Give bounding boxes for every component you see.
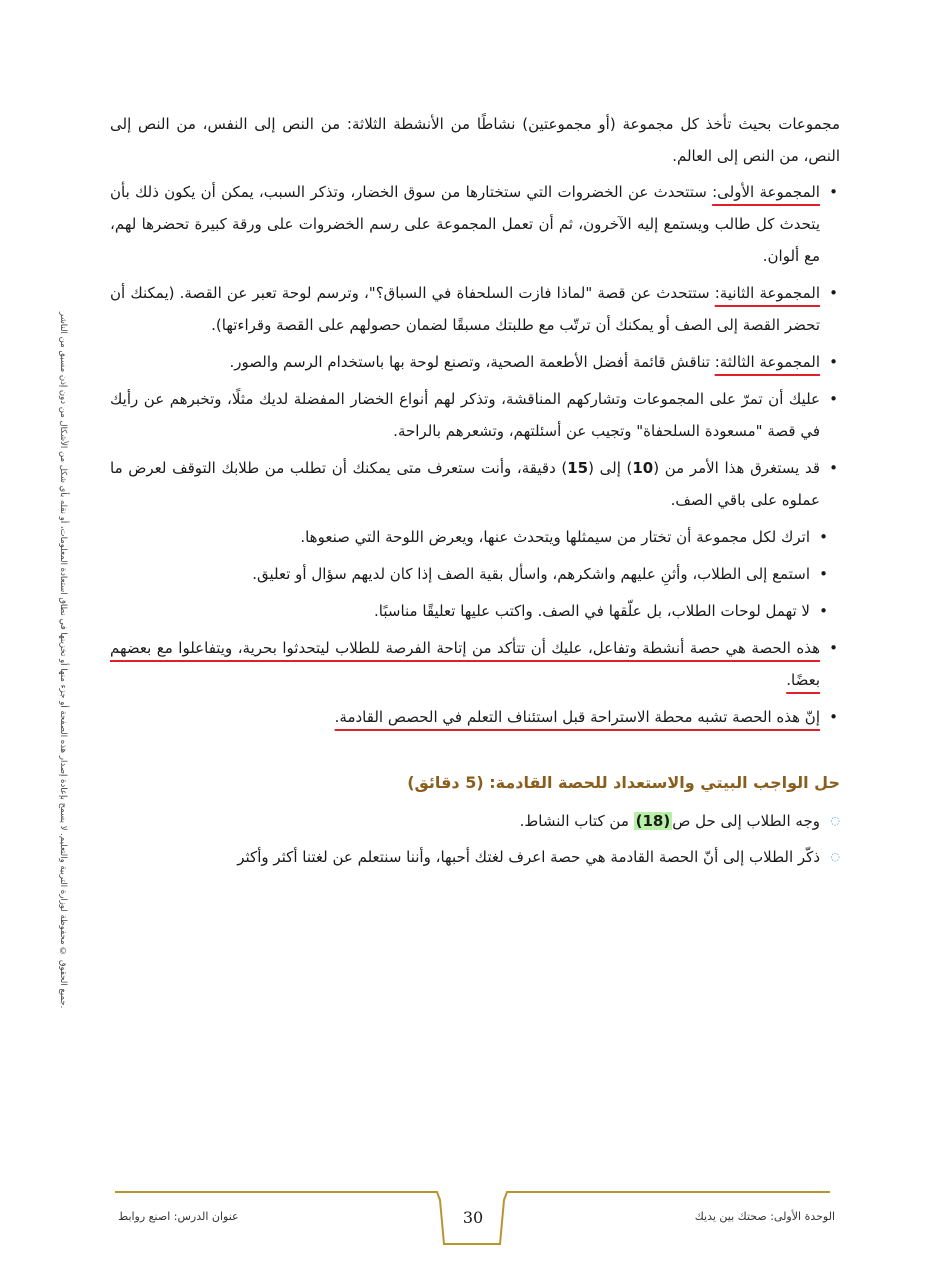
time-text-c: ) دقيقة، وأنت ستعرف متى يمكنك أن تطلب من طلابك التوقف لعرض ما عملوه على باقي الصف.: [110, 459, 820, 509]
rest-item: [110, 701, 840, 733]
footer-unit: الوحدة الأولى: صحتك بين يديك: [694, 1210, 835, 1223]
time-text-b: ) إلى (: [588, 459, 633, 477]
group-2-text: ستتحدث عن قصة "لماذا فازت السلحفاة في السباق؟"، وترسم لوحة تعبر عن القصة. (يمكنك أن تحضر القصة إلى الصف أو يمكنك أن ترتّب مع طلبتك مسبقًا لضمان حصولهم على القصة وقراءتها).: [110, 284, 820, 334]
interaction-item: [110, 632, 840, 696]
homework-page-highlight: (18): [635, 812, 671, 830]
intro-paragraph: مجموعات بحيث تأخذ كل مجموعة (أو مجموعتين) نشاطًا من الأنشطة الثلاثة: من النص إلى النفس، من النص إلى النص، من النص إلى العالم.: [110, 115, 840, 165]
time-text-a: قد يستغرق هذا الأمر من (: [653, 459, 820, 477]
discussion-item: • عليك أن تمرّ على المجموعات وتشاركهم المناقشة، وتذكر لهم أنواع الخضار المفضلة لديك مثلًا، وتخبرهم عن رأيك في قصة "مسعودة السلحفاة" وتجيب عن أسئلتهم، وتشعرهم بالراحة.: [110, 383, 840, 447]
activity-list: [110, 176, 840, 733]
group-1-text: ستتحدث عن الخضروات التي ستختارها من سوق الخضار، وتذكر السبب، يمكن أن يكون ذلك بأن يتحدث كل طالب ويستمع إليه الآخرون، ثم أن تعمل المجموعة على رسم الخضروات على ورقة كبيرة تحضرها لهم، مع ألوان.: [110, 183, 820, 265]
group-1-label: المجموعة الأولى:: [712, 183, 820, 201]
time-min: 10: [632, 459, 654, 477]
homework-item-2: ◌ ذكّر الطلاب إلى أنّ الحصة القادمة هي حصة اعرف لغتك أحبها، وأننا سنتعلم عن لغتنا أكثر وأكثر: [110, 841, 840, 873]
group-2-label: المجموعة الثانية:: [714, 284, 821, 302]
sub-item-2: • استمع إلى الطلاب، وأثنِ عليهم واشكرهم، واسأل بقية الصف إذا كان لديهم سؤال أو تعليق.: [110, 558, 840, 590]
group-1-item: [110, 176, 840, 272]
footer-lesson: عنوان الدرس: اصنع روابط: [118, 1210, 239, 1223]
rest-text: إنّ هذه الحصة تشبه محطة الاستراحة قبل استئناف التعلم في الحصص القادمة.: [334, 708, 820, 726]
group-3-label: المجموعة الثالثة:: [714, 353, 820, 371]
homework-item-1: [110, 805, 840, 837]
time-item: [110, 452, 840, 516]
homework-list: [110, 805, 840, 873]
interaction-text: هذه الحصة هي حصة أنشطة وتفاعل، عليك أن تتأكد من إتاحة الفرصة للطلاب ليتحدثوا بحرية، ويتفاعلوا مع بعضهم بعضًا.: [110, 639, 820, 689]
sub-item-1: • اترك لكل مجموعة أن تختار من سيمثلها ويتحدث عنها، ويعرض اللوحة التي صنعوها.: [110, 521, 840, 553]
time-max: 15: [567, 459, 589, 477]
copyright-side-note: جميع الحقوق © محفوظة لوزارة التربية والتعليم. لا يسمح بإعادة إصدار هذه الصفحة أو جزء منها أو تخزينها في نطاق استعادة المعلومات، أو نقله بأي شكل من الأشكال من دون إذن مسبق من الناشر.: [58, 311, 68, 1009]
page-number: 30: [462, 1208, 484, 1227]
page-footer: [0, 1180, 945, 1250]
homework-item-1-text-b: من كتاب النشاط.: [519, 812, 634, 830]
homework-heading: حل الواجب البيتي والاستعداد للحصة القادمة: (5 دقائق): [407, 773, 840, 792]
group-3-text: تناقش قائمة أفضل الأطعمة الصحية، وتصنع لوحة بها باستخدام الرسم والصور.: [229, 353, 715, 371]
group-3-item: [110, 346, 840, 378]
homework-item-1-text-a: وجه الطلاب إلى حل ص: [672, 812, 820, 830]
group-2-item: [110, 277, 840, 341]
lesson-content: [110, 108, 840, 877]
sub-item-3: • لا تهمل لوحات الطلاب، بل علّقها في الصف. واكتب عليها تعليقًا مناسبًا.: [110, 595, 840, 627]
